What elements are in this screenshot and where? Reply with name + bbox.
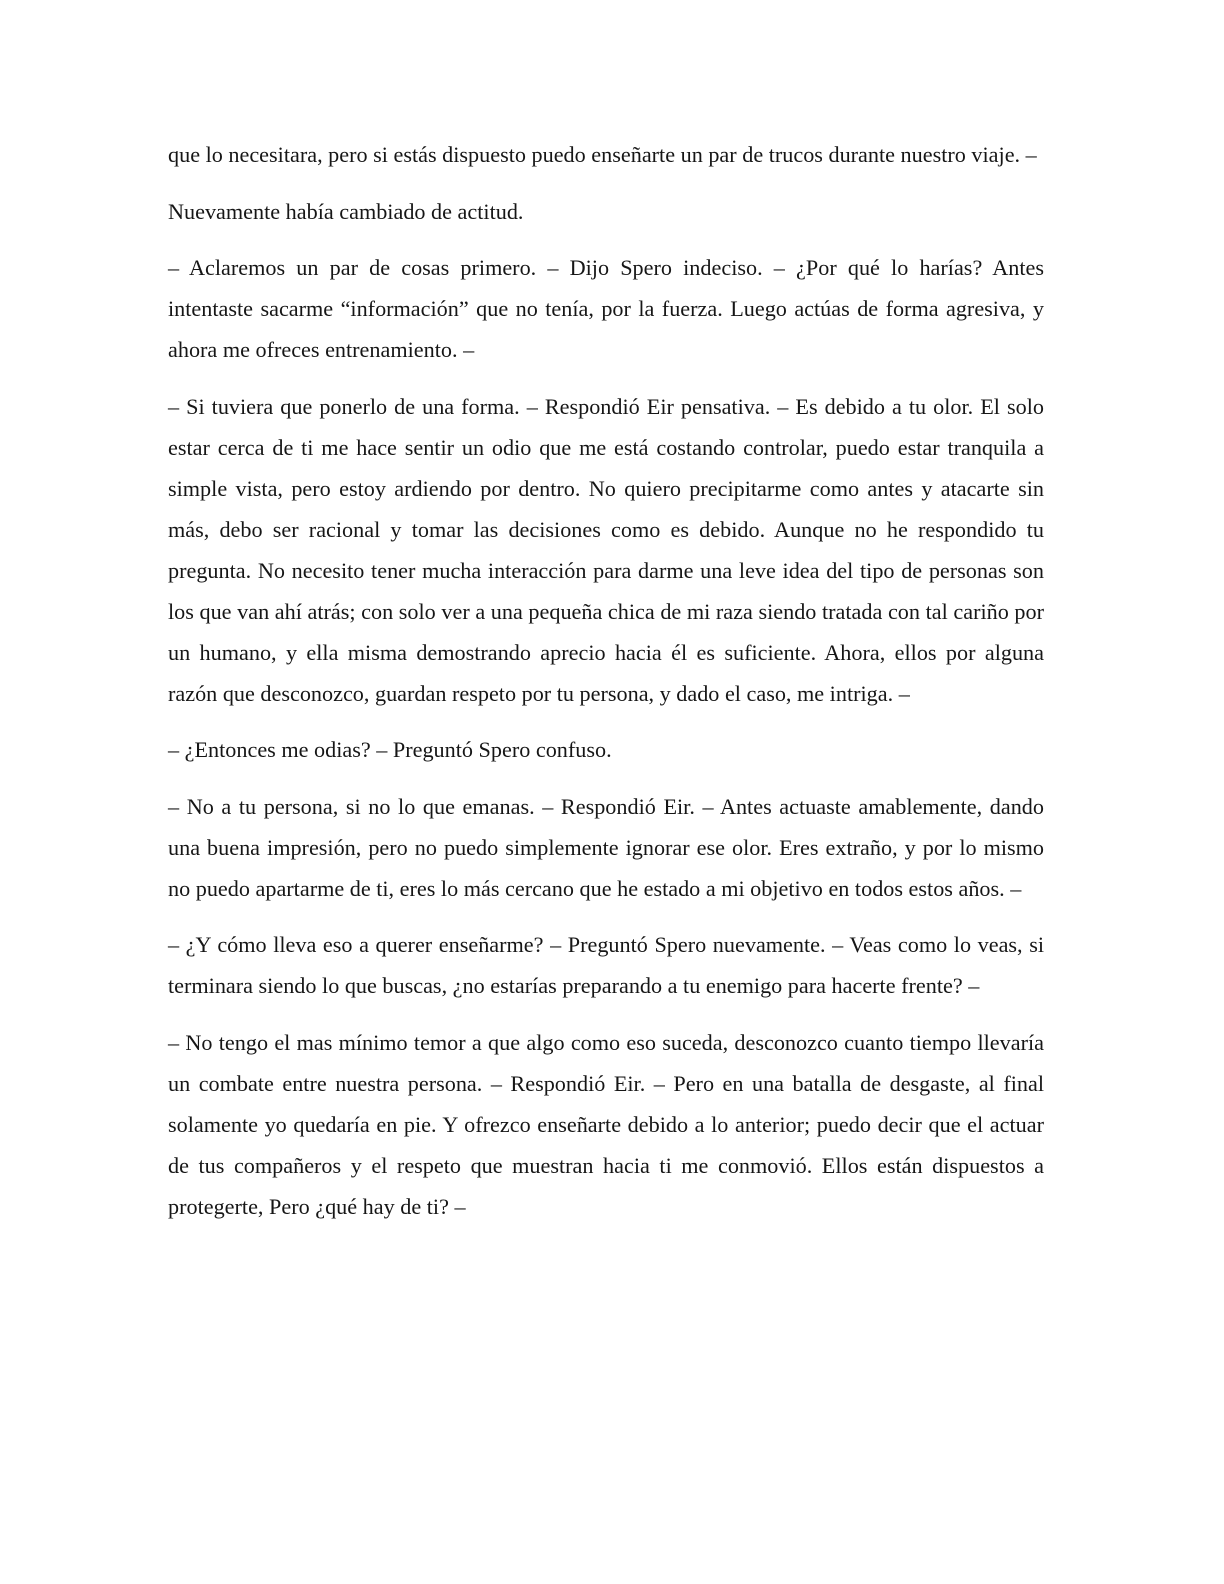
text-body <box>168 134 1044 1242</box>
paragraph: – Si tuviera que ponerlo de una forma. – Respondió Eir pensativa. – Es debido a tu olor. El solo estar cerca de ti me hace sentir un odio que me está costando controlar, puedo estar tranquila a simple vista, pero estoy ardiendo por dentro. No quiero precipitarme como antes y atacarte sin más, debo ser racional y tomar las decisiones como es debido. Aunque no he respondido tu pregunta. No necesito tener mucha interacción para darme una leve idea del tipo de personas son los que van ahí atrás; con solo ver a una pequeña chica de mi raza siendo tratada con tal cariño por un humano, y ella misma demostrando aprecio hacia él es suficiente. Ahora, ellos por alguna razón que desconozco, guardan respeto por tu persona, y dado el caso, me intriga. – <box>168 393 1044 706</box>
paragraph: – ¿Entonces me odias? – Preguntó Spero confuso. <box>168 737 612 762</box>
paragraph: – Aclaremos un par de cosas primero. – Dijo Spero indeciso. – ¿Por qué lo harías? Antes intentaste sacarme “información” que no tenía, por la fuerza. Luego actúas de forma agresiva, y ahora me ofreces entrenamiento. – <box>168 255 1044 362</box>
paragraph: – No tengo el mas mínimo temor a que algo como eso suceda, desconozco cuanto tiempo llevaría un combate entre nuestra persona. – Respondió Eir. – Pero en una batalla de desgaste, al final solamente yo quedaría en pie. Y ofrezco enseñarte debido a lo anterior; puedo decir que el actuar de tus compañeros y el respeto que muestran hacia ti me conmovió. Ellos están dispuestos a protegerte, Pero ¿qué hay de ti? – <box>168 1029 1044 1219</box>
paragraph: – No a tu persona, si no lo que emanas. – Respondió Eir. – Antes actuaste amablemente, dando una buena impresión, pero no puedo simplemente ignorar ese olor. Eres extraño, y por lo mismo no puedo apartarme de ti, eres lo más cercano que he estado a mi objetivo en todos estos años. – <box>168 793 1044 901</box>
paragraph: que lo necesitara, pero si estás dispuesto puedo enseñarte un par de trucos durante nuestro viaje. – <box>168 142 1037 167</box>
paragraph: Nuevamente había cambiado de actitud. <box>168 198 524 224</box>
paragraph: – ¿Y cómo lleva eso a querer enseñarme? – Preguntó Spero nuevamente. – Veas como lo veas, si terminara siendo lo que buscas, ¿no estarías preparando a tu enemigo para hacerte frente? – <box>168 932 1044 998</box>
